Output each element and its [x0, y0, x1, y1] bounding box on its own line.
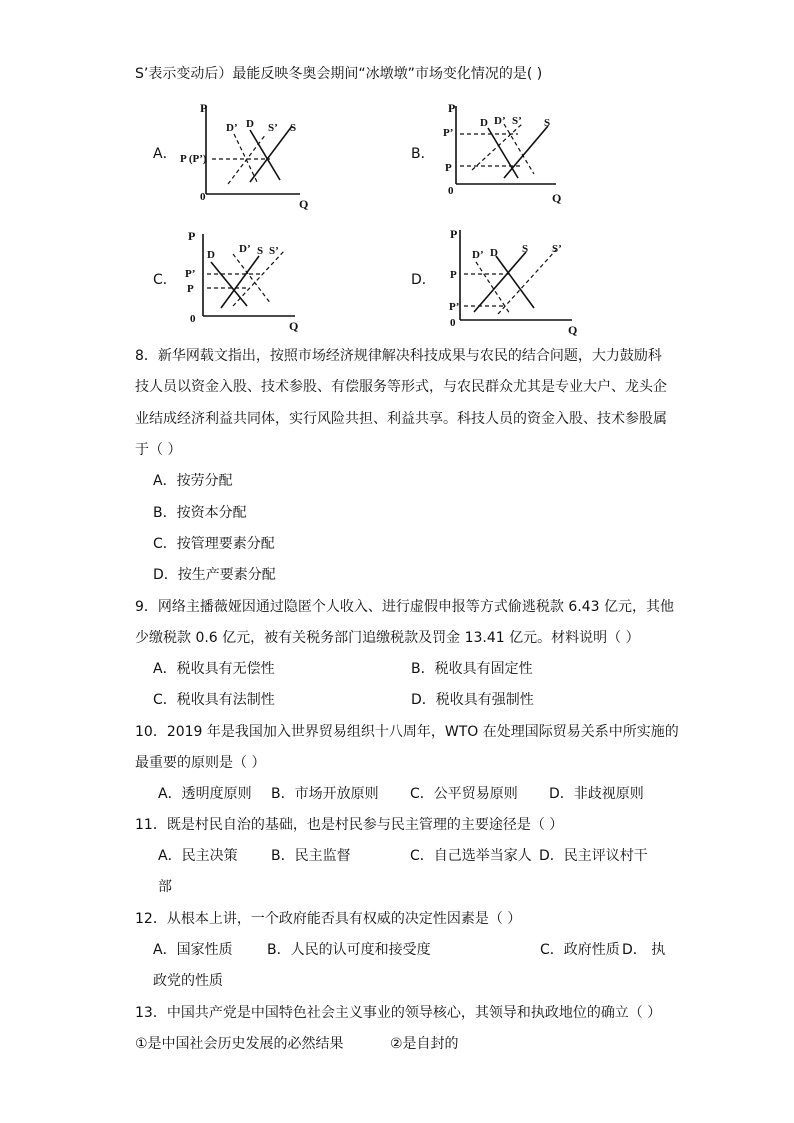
q11-option-a[interactable]: A．民主决策 — [158, 848, 238, 864]
graph-c-p-axis-label: P — [188, 229, 196, 243]
q7-option-d-label[interactable]: D． — [411, 272, 436, 288]
graph-b-d-prime-label: D’ — [494, 115, 506, 127]
q8-option-b[interactable]: B．按资本分配 — [153, 505, 247, 521]
graph-b-q-axis-label: Q — [552, 191, 562, 205]
q8-option-c[interactable]: C．按管理要素分配 — [153, 536, 275, 552]
graph-b-price1-label: P’ — [443, 127, 454, 139]
q8-stem-line: 业结成经济利益共同体，实行风险共担、利益共享。科技人员的资金入股、技术参股属 — [135, 411, 667, 427]
q10-option-c[interactable]: C．公平贸易原则 — [410, 786, 518, 802]
graph-a-d-label: D — [246, 118, 254, 130]
q13-stem-line: 13．中国共产党是中国特色社会主义事业的领导核心，其领导和执政地位的确立（ ） — [135, 1005, 662, 1021]
q11-option-c[interactable]: C．自己选举当家人 — [410, 848, 532, 864]
graph-b-origin-label: 0 — [448, 185, 454, 197]
graph-b-d-label: D — [480, 117, 488, 129]
q7-graph-c — [181, 226, 311, 338]
q7-option-b-label[interactable]: B． — [411, 146, 435, 162]
q10-stem-line: 10．2019 年是我国加入世界贸易组织十八周年，WTO 在处理国际贸易关系中所实施的 — [135, 724, 679, 740]
graph-c-d-prime-label: D’ — [239, 243, 251, 255]
graph-d-price1-label: P — [450, 269, 457, 281]
q12-option-d[interactable]: D． 执 — [622, 942, 666, 958]
q9-stem-line: 9．网络主播薇娅因通过隐匿个人收入、进行虚假申报等方式偷逃税款 6.43 亿元，其他 — [135, 599, 674, 615]
q9-option-b[interactable]: B．税收具有固定性 — [411, 661, 533, 677]
graph-b-s-prime-label: S’ — [512, 115, 522, 127]
q10-stem-line: 最重要的原则是（ ） — [135, 755, 266, 771]
q11-option-d[interactable]: D．民主评议村干 — [539, 848, 648, 864]
q12-option-b[interactable]: B．人民的认可度和接受度 — [267, 942, 431, 958]
q7-graph-b — [438, 98, 578, 210]
graph-c-price2-label: P — [187, 283, 194, 295]
graph-d-d-label: D — [490, 247, 498, 259]
graph-b-price2-label: P — [445, 162, 452, 174]
q9-option-c[interactable]: C．税收具有法制性 — [153, 692, 275, 708]
q12-stem-line: 12．从根本上讲，一个政府能否具有权威的决定性因素是（ ） — [135, 911, 522, 927]
q10-option-d[interactable]: D．非歧视原则 — [549, 786, 644, 802]
graph-d-s-prime-label: S’ — [552, 243, 562, 255]
q8-stem-line: 8．新华网载文指出，按照市场经济规律解决科技成果与农民的结合问题，大力鼓励科 — [135, 348, 662, 364]
q10-option-a[interactable]: A．透明度原则 — [158, 786, 252, 802]
graph-c-s-label: S — [257, 245, 264, 257]
q7-graph-a — [172, 98, 322, 210]
q11-option-b[interactable]: B．民主监督 — [271, 848, 351, 864]
graph-c-s-prime-label: S’ — [269, 245, 279, 257]
graph-c-price1-label: P’ — [185, 268, 196, 280]
graph-c-origin-label: 0 — [190, 313, 196, 325]
q7-option-a-label[interactable]: A． — [153, 146, 177, 162]
graph-a-s-label: S — [290, 122, 297, 134]
q7-stem: S’表示变动后）最能反映冬奥会期间“冰墩墩”市场变化情况的是( ) — [135, 66, 543, 82]
q8-stem-line: 技人员以资金入股、技术参股、有偿服务等形式，与农民群众尤其是专业大户、龙头企 — [135, 379, 667, 395]
graph-d-s-label: S — [522, 243, 529, 255]
graph-c-q-axis-label: Q — [289, 319, 299, 333]
graph-b-s-label: S — [544, 117, 551, 129]
graph-a-q-axis-label: Q — [299, 197, 309, 211]
graph-a-price-label: P (P’) — [180, 153, 207, 165]
q13-item-2[interactable]: ②是自封的 — [390, 1036, 459, 1052]
graph-d-p-axis-label: P — [450, 227, 458, 241]
q9-option-a[interactable]: A．税收具有无偿性 — [153, 661, 275, 677]
graph-c-d-label: D — [207, 249, 215, 261]
q7-option-c-label[interactable]: C． — [153, 272, 177, 288]
graph-a-d-prime-label: D’ — [226, 122, 238, 134]
q12-option-c[interactable]: C．政府性质 — [540, 942, 620, 958]
graph-a-origin-label: 0 — [200, 191, 206, 203]
q8-option-d[interactable]: D．按生产要素分配 — [153, 567, 276, 583]
graph-a-p-axis-label: P — [200, 101, 208, 115]
q10-option-b[interactable]: B．市场开放原则 — [271, 786, 379, 802]
graph-d-q-axis-label: Q — [568, 323, 578, 337]
q12-option-d-wrap: 政党的性质 — [153, 973, 223, 989]
q8-stem-line: 于（ ） — [135, 442, 182, 458]
graph-d-origin-label: 0 — [450, 317, 456, 329]
q9-option-d[interactable]: D．税收具有强制性 — [411, 692, 534, 708]
graph-b-p-axis-label: P — [448, 101, 456, 115]
q9-stem-line: 少缴税款 0.6 亿元，被有关税务部门追缴税款及罚金 13.41 亿元。材料说明（ ） — [135, 630, 640, 646]
q13-item-1[interactable]: ①是中国社会历史发展的必然结果 — [135, 1036, 344, 1052]
graph-d-d-prime-label: D’ — [472, 249, 484, 261]
q12-option-a[interactable]: A．国家性质 — [153, 942, 233, 958]
q11-option-d-wrap: 部 — [158, 879, 172, 895]
graph-d-price2-label: P’ — [449, 301, 460, 313]
graph-a-s-prime-label: S’ — [268, 122, 278, 134]
q7-graph-d — [446, 222, 586, 340]
q8-option-a[interactable]: A．按劳分配 — [153, 473, 233, 489]
q11-stem-line: 11．既是村民自治的基础，也是村民参与民主管理的主要途径是（ ） — [135, 817, 564, 833]
